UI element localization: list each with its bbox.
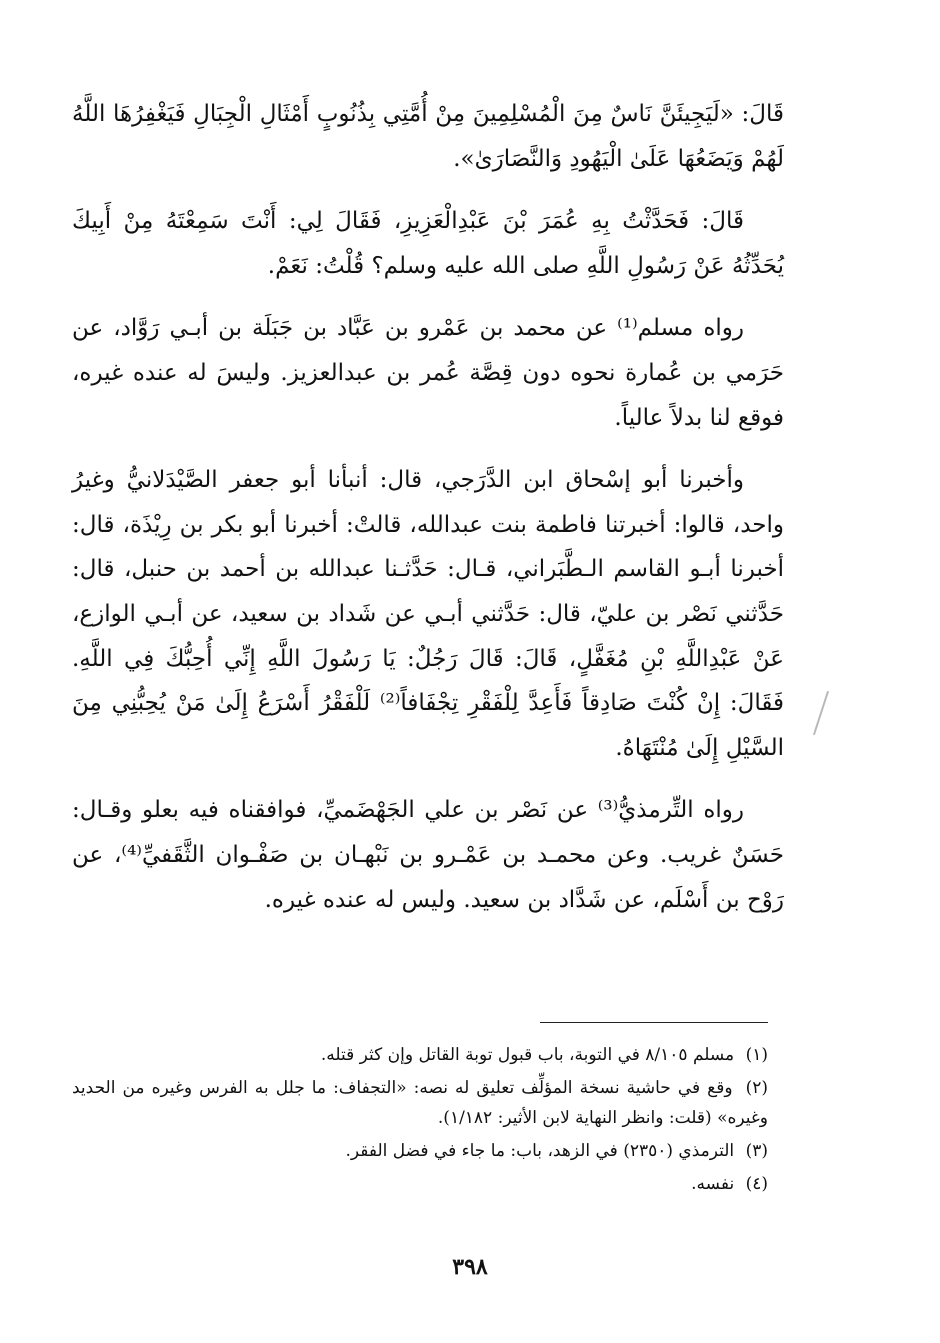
footnote-number: (٢): [745, 1078, 769, 1098]
footnote-number: (١): [745, 1045, 768, 1065]
paragraph-hadith-text: قَالَ: «لَيَجِيئَنَّ نَاسٌ مِنَ الْمُسْلِمِينَ مِنْ أُمَّتِي بِذُنُوبٍ أَمْثَالِ الْجِبَالِ فَيَغْفِرُهَا اللَّهُ لَهُمْ وَيَضَعُهَا عَلَىٰ الْيَهُودِ وَالنَّصَارَىٰ».: [72, 101, 784, 172]
page-number: ٣٩٨: [452, 1254, 488, 1280]
footnote-item: [72, 1169, 768, 1199]
scan-mark: [813, 691, 829, 735]
paragraph-muslim-reference: رواه مسلم⁽¹⁾ عن محمد بن عَمْرو بن عَبَّاد بن جَبَلَة بن أبـي رَوَّاد، عن حَرَمي بن عُمارة نحوه دون قِصَّة عُمر بن عبدالعزيز. وليسَ له عنده غيره، فوقع لنا بدلاً عالياً.: [72, 315, 784, 431]
footnote-text: وقع في حاشية نسخة المؤلِّف تعليق له نصه: «التجفاف: ما جلل به الفرس وغيره من الحديد وغيره» (قلت: وانظر النهاية لابن الأثير: ١/١٨٢).: [72, 1078, 768, 1128]
footnote-text: مسلم ٨/١٠٥ في التوبة، باب قبول توبة القاتل وإن كثر قتله.: [320, 1045, 735, 1065]
paragraph-tirmidhi-reference: رواه التِّرمذيُّ⁽³⁾ عن نَصْر بن علي الجَهْضَميِّ، فوافقناه فيه بعلو وقـال: حَسَنٌ غريب. وعن محمـد بن عَمْـرو بن نَبْهـان بن صَفْـوان الثَّقَفيِّ⁽⁴⁾، عن رَوْح بن أَسْلَم، عن شَدَّاد بن سعيد. وليس له عنده غيره.: [72, 797, 784, 913]
footnote-text: الترمذي (٢٣٥٠) في الزهد، باب: ما جاء في فضل الفقر.: [345, 1141, 735, 1161]
footnote-item: [72, 1040, 768, 1070]
footnote-number: (٣): [745, 1141, 768, 1161]
footnote-number: (٤): [745, 1174, 768, 1194]
footnote-item: [72, 1073, 768, 1133]
footnotes: [72, 1040, 768, 1202]
footnote-text: نفسه.: [691, 1174, 735, 1194]
main-text: [72, 92, 784, 940]
footnote-divider: [540, 1022, 768, 1023]
paragraph-narration: قَالَ: فَحَدَّثْتُ بِهِ عُمَرَ بْنَ عَبْدِالْعَزِيزِ، فَقَالَ لِي: أَنْتَ سَمِعْتَهُ مِنْ أَبِيكَ يُحَدِّثُهُ عَنْ رَسُولِ اللَّهِ صلى الله عليه وسلم؟ قُلْتُ: نَعَمْ.: [72, 208, 784, 279]
footnote-item: [72, 1136, 768, 1166]
paragraph-isnad: وأخبرنا أبو إسْحاق ابن الدَّرَجي، قال: أنبأنا أبو جعفر الصَّيْدَلانيُّ وغيرُ واحد، قالوا: أخبرتنا فاطمة بنت عبدالله، قالتْ: أخبرنا أبو بكر بن رِيْذَة، قال: أخبرنا أبـو القاسم الـطَّبَراني، قـال: حَدَّثـنا عبدالله بن أحمد بن حنبل، قال: حَدَّثني نَصْر بن عليّ، قال: حَدَّثني أبـي عن شَداد بن سعيد، عن أبـي الوازع، عَنْ عَبْدِاللَّهِ بْنِ مُغَفَّلٍ، قَالَ: قَالَ رَجُلٌ: يَا رَسُولَ اللَّهِ إِنِّي أُحِبُّكَ فِي اللَّهِ. فَقَالَ: إِنْ كُنْتَ صَادِقاً فَأَعِدَّ لِلْفَقْرِ تِجْفَافاً⁽²⁾ لَلْفَقْرُ أَسْرَعُ إِلَىٰ مَنْ يُحِبُّنِي مِنَ السَّيْلِ إِلَىٰ مُنْتَهَاهُ.: [72, 467, 784, 761]
